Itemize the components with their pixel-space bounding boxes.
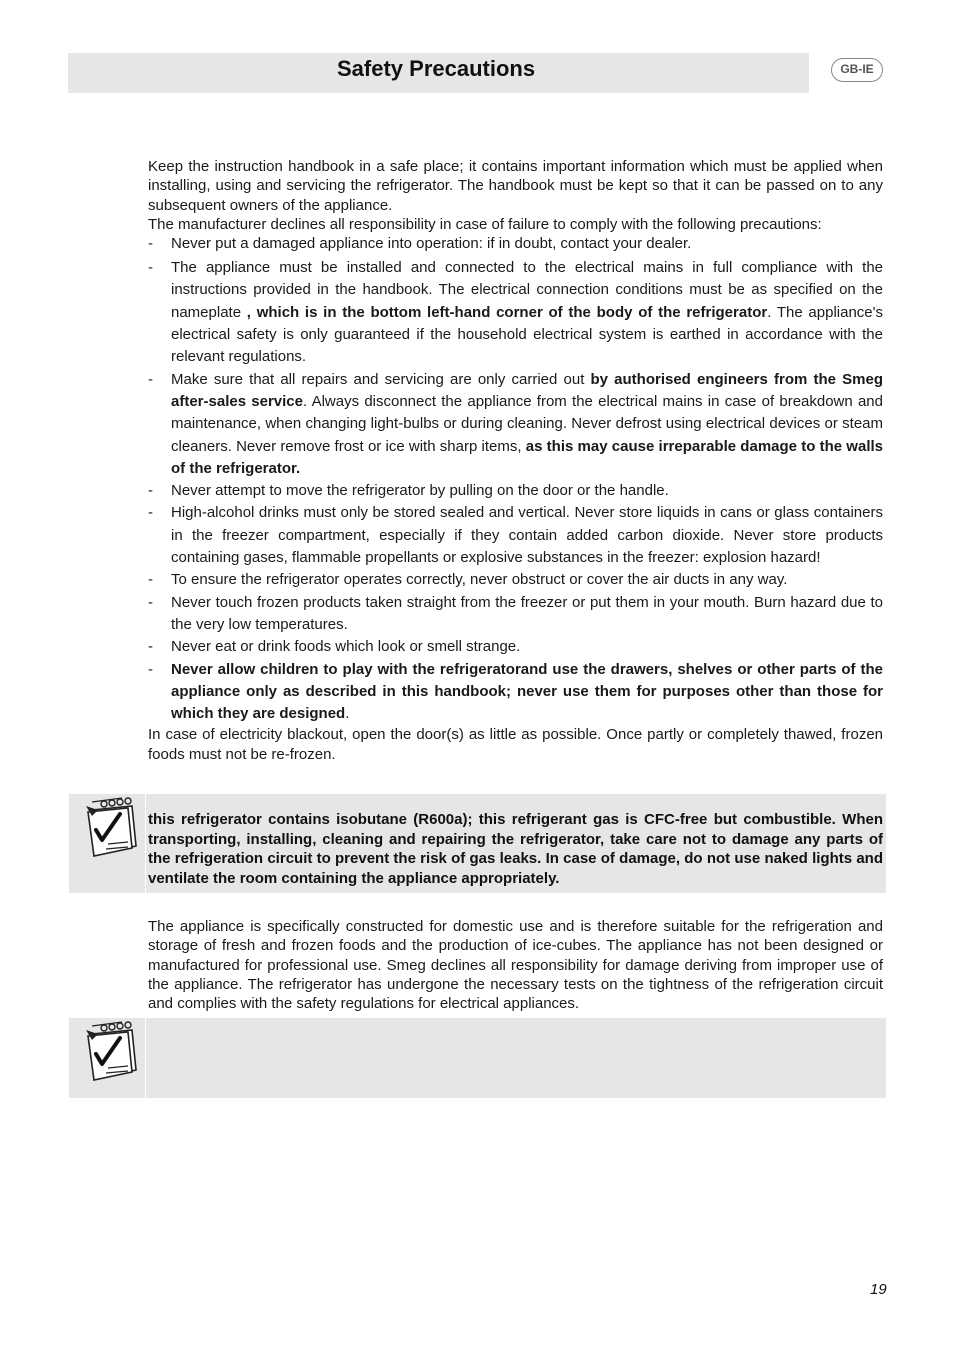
page-number: 19	[870, 1281, 887, 1298]
list-item: - To ensure the refrigerator operates correctly, never obstruct or cover the air ducts in any way.	[148, 569, 883, 591]
note-icon-column	[69, 794, 146, 893]
note-check-icon	[78, 1020, 138, 1082]
usage-section	[148, 917, 883, 1013]
list-item: - Never attempt to move the refrigerator by pulling on the door or the handle.	[148, 480, 883, 502]
list-item: - High-alcohol drinks must only be stored sealed and vertical. Never store liquids in cans or glass containers in the freezer compartment, especially if they contain added carbon dioxide. Never store products containing gases, flammable propellants or explosive substances in the freezer: explosion hazard!	[148, 502, 883, 569]
main-content	[148, 157, 883, 764]
list-item: - Never put a damaged appliance into operation: if in doubt, contact your dealer.	[148, 234, 883, 254]
page-title: Safety Precautions	[337, 56, 536, 81]
list-item: - Never touch frozen products taken straight from the freezer or put them in your mouth. Burn hazard due to the very low temperatures.	[148, 592, 883, 637]
intro-disclaimer: The manufacturer declines all responsibility in case of failure to comply with the following precautions:	[148, 215, 822, 233]
note-icon-column	[69, 1018, 146, 1098]
intro-paragraph: Keep the instruction handbook in a safe place; it contains important information which must be applied when installing, using and servicing the refrigerator. The handbook must be kept so that it can be passed on to any subsequent owners of the appliance.	[148, 158, 883, 214]
second-note-box	[69, 1018, 886, 1098]
list-item: - The appliance must be installed and connected to the electrical mains in full compliance with the instructions provided in the handbook. The electrical connection conditions must be as specified on the nameplate , which is in the bottom left-hand corner of the body of the refrigerator. The appliance's electrical safety is only guaranteed if the household electrical system is earthed in accordance with the relevant regulations.	[148, 257, 883, 368]
note-check-icon	[78, 796, 138, 858]
list-item: - Make sure that all repairs and servicing are only carried out by authorised engineers from the Smeg after-sales service. Always disconnect the appliance from the electrical mains in case of breakdown and maintenance, when changing light-bulbs or during cleaning. Never defrost using electrical devices or steam cleaners. Never remove frost or ice with sharp items, as this may cause irreparable damage to the walls of the refrigerator.	[148, 369, 883, 480]
precautions-list	[148, 234, 883, 725]
list-item: - Never allow children to play with the refrigeratorand use the drawers, shelves or other parts of the appliance only as described in this handbook; never use them for purposes other than those for which they are designed.	[148, 659, 883, 726]
language-badge: GB-IE	[831, 58, 883, 82]
usage-paragraph: The appliance is specifically constructed for domestic use and is therefore suitable for the refrigeration and storage of fresh and frozen foods and the production of ice-cubes. The appliance has not been designed or manufactured for professional use. Smeg declines all responsibility for damage deriving from improper use of the appliance. The refrigerator has undergone the necessary tests on the tightness of the refrigeration circuit and complies with the safety regulations for electrical appliances.	[148, 918, 883, 1013]
blackout-paragraph: In case of electricity blackout, open the door(s) as little as possible. Once partly or completely thawed, frozen foods must not be re-frozen.	[148, 726, 883, 763]
list-item: - Never eat or drink foods which look or smell strange.	[148, 636, 883, 658]
warning-note-box	[69, 794, 886, 893]
warning-note-text: this refrigerator contains isobutane (R600a); this refrigerant gas is CFC-free but combustible. When transporting, installing, cleaning and repairing the refrigerator, take care not to damage any parts of the refrigeration circuit to prevent the risk of gas leaks. In case of damage, do not use naked lights and ventilate the room containing the appliance appropriately.	[148, 811, 883, 887]
